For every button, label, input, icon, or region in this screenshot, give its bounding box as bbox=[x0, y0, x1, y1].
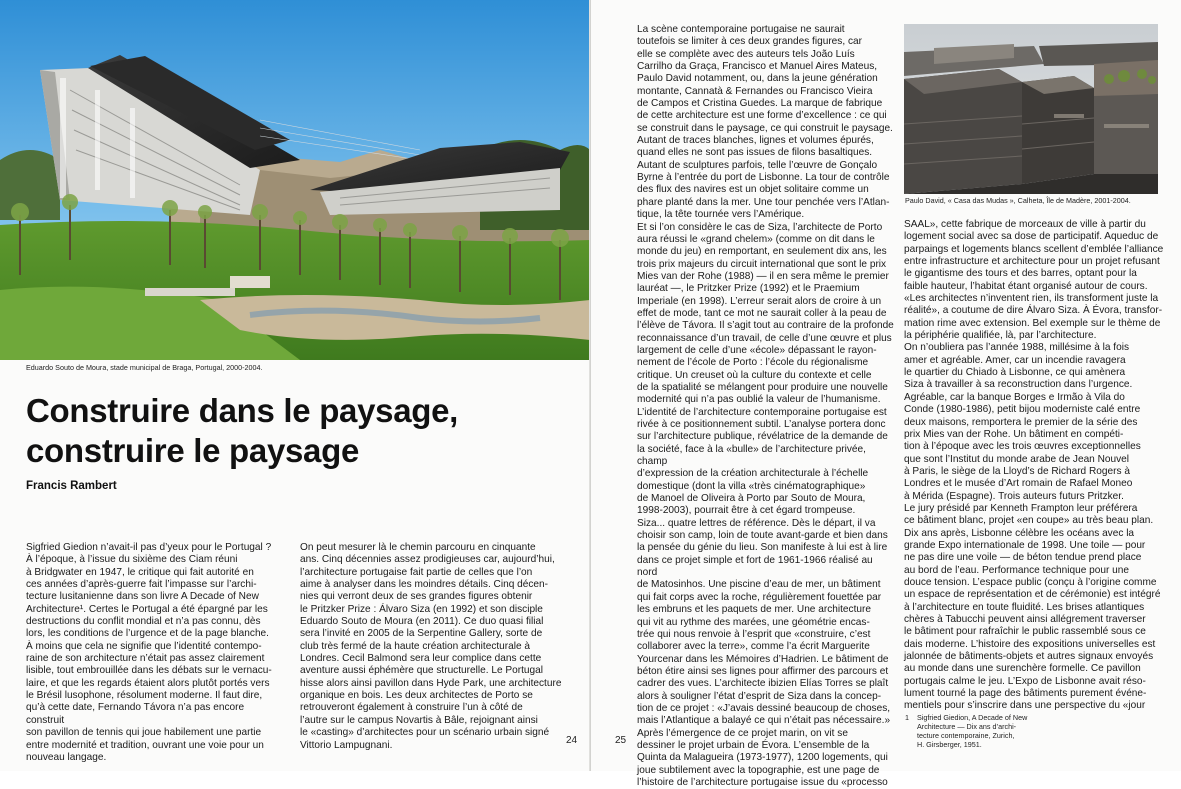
footnote-number: 1 bbox=[905, 713, 909, 722]
article-headline bbox=[26, 391, 546, 471]
right-column-2: SAAL», cette fabrique de morceaux de ville à partir du logement social avec sa dose de participatif. Aqueduc de parpaings et logements blancs scellent d’emblée l’alliance entre infrastructure et architecture pour un projet refusant le gigantisme des tours et des barres, optant pour la faible hauteur, l’habitat étant organisé autour de cours. «Les architectes n’inventent rien, ils transforment juste la réalité», a coutume de dire Álvaro Siza. À Évora, transfor- mation rime avec extension. Bel exemple sur le thème de la périphérie qualifiée, là, par l’architecture. On n’oubliera pas l’année 1988, millésime à la fois amer et agréable. Amer, car un incendie ravagera le quartier du Chiado à Lisbonne, ce qui amènera Siza à travailler à sa reconstruction dans l’urgence. Agréable, car la banque Borges e Irmão à Vila do Conde (1980-1986), petit bijou moderniste calé entre deux maisons, remportera le premier de la série des prix Mies van der Rohe. Un bâtiment en compéti- tion à l’époque avec les trois œuvres exceptionnelles que sont l’Institut du monde arabe de Jean Nouvel à Paris, le siège de la Lloyd’s de Richard Rogers à Londres et le musée d’Art romain de Rafael Moneo à Mérida (Espagne). Trois auteurs futurs Pritzker. Le jury présidé par Kenneth Frampton leur préférera ce bâtiment blanc, projet «en coupe» au très beau plan. Dix ans après, Lisbonne célèbre les océans avec la grande Expo internationale de 1998. Une toile — pour ne pas dire une voile — de béton tendue prend place au bord de l’eau. Performance technique pour une douce tension. L’espace public (conçu à l’origine comme un espace de représentation et de cérémonie) est intégré à l’architecture en toute fluidité. Les brises atlantiques chères à Tabucchi peuvent ainsi allégrement traverser le bâtiment pour rafraîchir le public rassemblé sous ce dais moderne. L’histoire des expositions universelles est jalonnée de bâtiments-objets et autres signaux envoyés au monde dans une surenchère formelle. Ce pavillon portugais calme le jeu. L’Expo de Lisbonne avait réso- lument tourné la page des bâtiments purement événe- mentiels pour s’inscrire dans une perspective du «jour bbox=[904, 219, 1164, 712]
casa-das-mudas-photo bbox=[904, 24, 1158, 194]
article-author: Francis Rambert bbox=[26, 480, 117, 492]
right-column-1: La scène contemporaine portugaise ne saurait toutefois se limiter à ces deux grandes figures, car elle se complète avec des auteurs tels João Luís Carrilho da Graça, Francisco et Manuel Aires Mateus, Paulo David notamment, ou, dans la jeune génération montante, Cannatà & Fernandes ou Francisco Vieira de Campos et Cristina Guedes. La marque de fabrique de cette architecture est une forme d’excellence : ce qui se construit dans le paysage, ce qui construit le paysage. Autant de traces blanches, lignes et volumes épurés, quand elles ne sont pas issues de filons basaltiques. Autant de sculptures parfois, telle l’œuvre de Gonçalo Byrne à l’entrée du port de Lisbonne. La tour de contrôle des flux des navires est un objet solitaire comme un phare planté dans la mer. Une tour penchée vers l’Atlan- tique, la tête tournée vers l’Amérique. Et si l’on considère le cas de Siza, l’architecte de Porto aura réussi le «grand chelem» (comme on dit dans le monde du jeu) en remportant, en seulement dix ans, les trois prix majeurs du circuit international que sont le prix Mies van der Rohe (1988) — il en sera même le premier lauréat —, le Pritzker Prize (1992) et le Praemium Imperiale (en 1998). L’erreur serait alors de croire à un effet de mode, tant ce mot ne saurait coller à la peau de l’élève de Távora. Il s’agit tout au contraire de la profonde reconnaissance d’un travail, de celle d’une œuvre et plus largement de celle d’une «école» dépassant le rayon- nement de l’école de Porto : l’école du régionalisme critique. Un creuset où la culture du contexte et celle de la spatialité se mélangent pour produire une nouvelle modernité qui n’a pas oublié la valeur de l’humanisme. L’identité de l’architecture contemporaine portugaise est rivée à ce positionnement subtil. L’analyse portera donc sur l’architecture publique, révélatrice de la demande de la société, face à la «bulle» de l’architecture privée, champ d’expression de la création architecturale à l’échelle domestique (dont la villa «très cinématographique» de Manoel de Oliveira à Porto par Souto de Moura, 1998-2003), pourrait être à cet égard trompeuse. Siza... quatre lettres de référence. Dès le départ, il va choisir son camp, loin de toute avant-garde et bien dans la pensée du génie du lieu. Son manifeste à lui est à lire dans ce projet simple et fort de 1961-1966 réalisé au nord de Matosinhos. Une piscine d’eau de mer, un bâtiment qui fait corps avec la roche, régulièrement fouettée par les embruns et les paquets de mer. Une architecture qui vit au rythme des marées, une géométrie encas- trée qui nous renvoie à l’esprit que «construire, c’est collaborer avec la terre», comme l’a écrit Marguerite Yourcenar dans les Mémoires d’Hadrien. Le bâtiment de béton étire ainsi ses lignes pour affirmer des parcours et cadrer des vues. L’architecte ibizien Elías Torres se plaît alors à souligner l’état d’esprit de Siza dans la concep- tion de ce projet : «J’avais dessiné beaucoup de choses, mais l’Atlantique a balayé ce qui n’était pas nécessaire.» Après l’émergence de ce projet marin, on vit se dessiner le projet urbain de Évora. L’ensemble de la Quinta da Malagueira (1973-1977), 1200 logements, qui joue subtilement avec la topographie, est une page de l’histoire de l’architecture portugaise issue du «processo bbox=[637, 24, 894, 788]
left-page bbox=[0, 0, 590, 771]
left-column-1: Sigfried Giedion n’avait-il pas d’yeux pour le Portugal ? À l’époque, à l’issue du sixième des Ciam réuni à Bridgwater en 1947, le critique qui fait autorité en ces années d’après-guerre fait l’impasse sur l’archi- tecture lusitanienne dans son livre A Decade of New Architecture¹. Certes le Portugal a été épargné par les destructions du conflit mondial et n’a pas connu, dès lors, les conditions de l’urgence et de la page blanche. À moins que cela ne signifie que l’identité contempo- raine de son architecture n’était pas assez clairement lisible, tout embrouillée dans les débats sur le vernacu- laire, et que les regards étaient alors plutôt portés vers le Brésil lusophone, résolument moderne. Il faut dire, qu’à cette date, Fernando Távora n’a pas encore construit son pavillon de tennis qui joue habilement une partie entre modernité et tradition, ouvrant une voie pour un nouveau langage. bbox=[26, 542, 272, 763]
stadium-photo-caption: Eduardo Souto de Moura, stade municipal de Braga, Portugal, 2000-2004. bbox=[26, 363, 263, 372]
stadium-photo bbox=[0, 0, 590, 360]
page-number-right: 25 bbox=[615, 735, 627, 746]
page-number-left: 24 bbox=[566, 735, 578, 746]
left-column-2: On peut mesurer là le chemin parcouru en cinquante ans. Cinq décennies assez prodigieuses car, aujourd’hui, l’architecture portugaise fait partie de celles que l’on aime à analyser dans les moindres détails. Cinq décen- nies qui verront deux de ses grandes figures obtenir le Pritzker Prize : Álvaro Siza (en 1992) et son disciple Eduardo Souto de Moura (en 2011). Ce duo quasi filial sera l’invité en 2005 de la Serpentine Gallery, sorte de club très fermé de la haute création architecturale à Londres. Cecil Balmond sera leur complice dans cette aventure aussi éphémère que structurelle. Le Portugal hisse alors ainsi pavillon dans Hyde Park, une architecture organique en bois. Les deux architectes de Porto se retrouveront également à construire l’un à côté de l’autre sur le campus Novartis à Bâle, rejoignant ainsi le «casting» d’architectes pour un scénario urbain signé Vittorio Lampugnani. bbox=[300, 542, 562, 751]
headline-line-2: construire le paysage bbox=[26, 432, 360, 469]
headline-line-1: Construire dans le paysage, bbox=[26, 392, 459, 429]
casa-das-mudas-caption: Paulo David, « Casa das Mudas », Calheta, Île de Madère, 2001-2004. bbox=[905, 196, 1131, 205]
footnote-text: Sigfried Giedion, A Decade of New Architecture — Dix ans d’archi- tecture contemporaine, Zurich, H. Girsberger, 1951. bbox=[917, 713, 1028, 749]
